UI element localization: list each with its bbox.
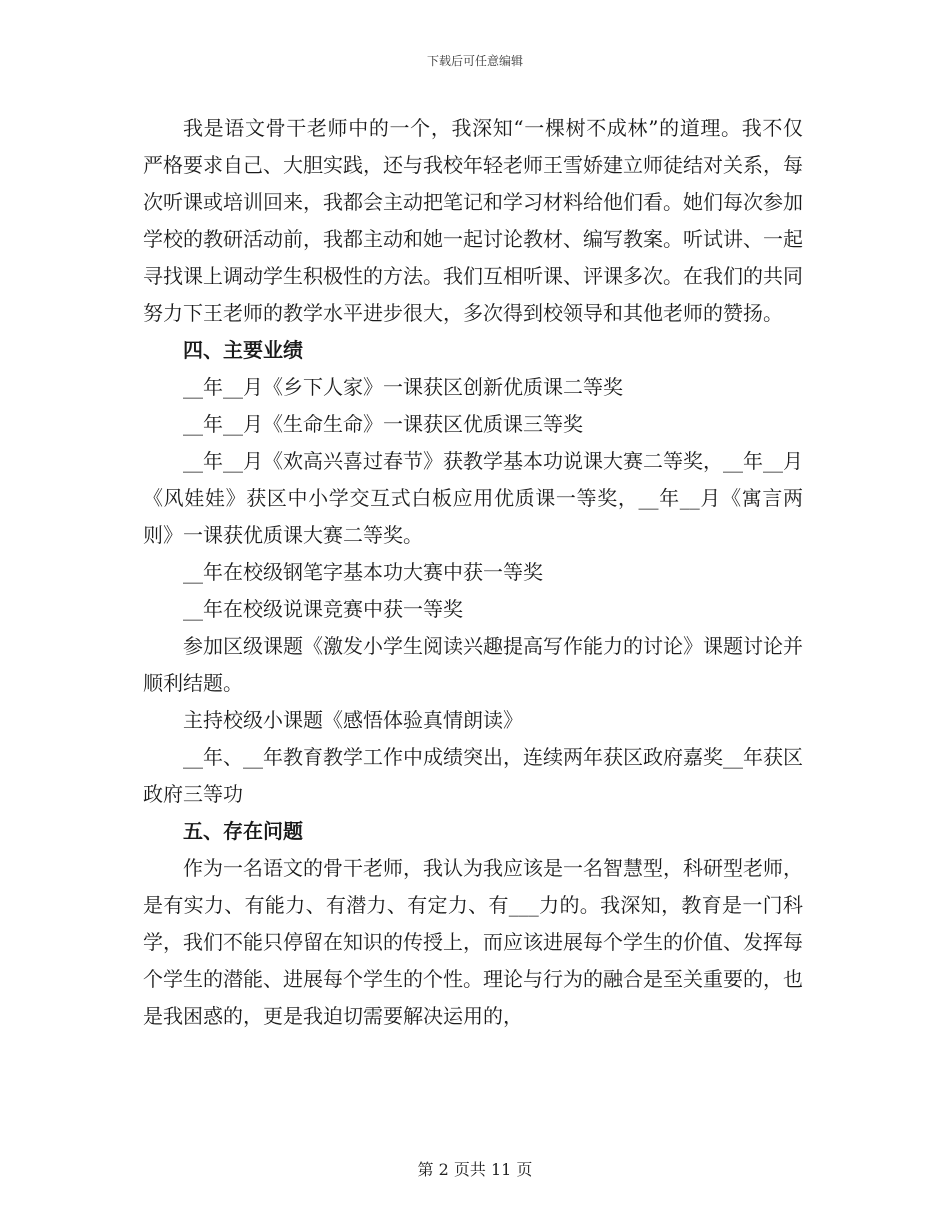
- document-body: [143, 110, 803, 1035]
- paragraph-mentoring: 我是语文骨干老师中的一个，我深知“一棵树不成林”的道理。我不仅严格要求自己、大胆实践，还与我校年轻老师王雪娇建立师徒结对关系，每次听课或培训回来，我都会主动把笔记和学习材料给他们看。她们每次参加学校的教研活动前，我都主动和她一起讨论教材、编写教案。听试讲、一起寻找课上调动学生积极性的方法。我们互相听课、评课多次。在我们的共同努力下王老师的教学水平进步很大，多次得到校领导和其他老师的赞扬。: [143, 116, 803, 325]
- achievement-item: __年__月《生命生命》一课获区优质课三等奖: [183, 412, 583, 436]
- achievement-item: 主持校级小课题《感悟体验真情朗读》: [183, 708, 523, 732]
- section-heading-achievements: 四、主要业绩: [183, 338, 303, 362]
- achievement-item: __年__月《乡下人家》一课获区创新优质课二等奖: [183, 375, 623, 399]
- achievement-item: __年__月《欢高兴喜过春节》获教学基本功说课大赛二等奖，__年__月《风娃娃》获区中小学交互式白板应用优质课一等奖，__年__月《寓言两则》一课获优质课大赛二等奖。: [143, 449, 803, 547]
- achievement-item: __年在校级说课竞赛中获一等奖: [183, 597, 463, 621]
- paragraph-problems: 作为一名语文的骨干老师，我认为我应该是一名智慧型，科研型老师，是有实力、有能力、有潜力、有定力、有___力的。我深知，教育是一门科学，我们不能只停留在知识的传授上，而应该进展每个学生的价值、发挥每个学生的潜能、进展每个学生的个性。理论与行为的融合是至关重要的，也是我困惑的，更是我迫切需要解决运用的，: [143, 856, 803, 1028]
- achievement-item: __年、__年教育教学工作中成绩突出，连续两年获区政府嘉奖__年获区政府三等功: [143, 745, 803, 806]
- achievement-item: __年在校级钢笔字基本功大赛中获一等奖: [183, 560, 543, 584]
- section-heading-problems: 五、存在问题: [183, 819, 303, 843]
- page-header: 下载后可任意编辑: [426, 54, 523, 68]
- achievement-item: 参加区级课题《激发小学生阅读兴趣提高写作能力的讨论》课题讨论并顺利结题。: [143, 634, 803, 695]
- page-footer: 第 2 页共 11 页: [417, 1160, 533, 1179]
